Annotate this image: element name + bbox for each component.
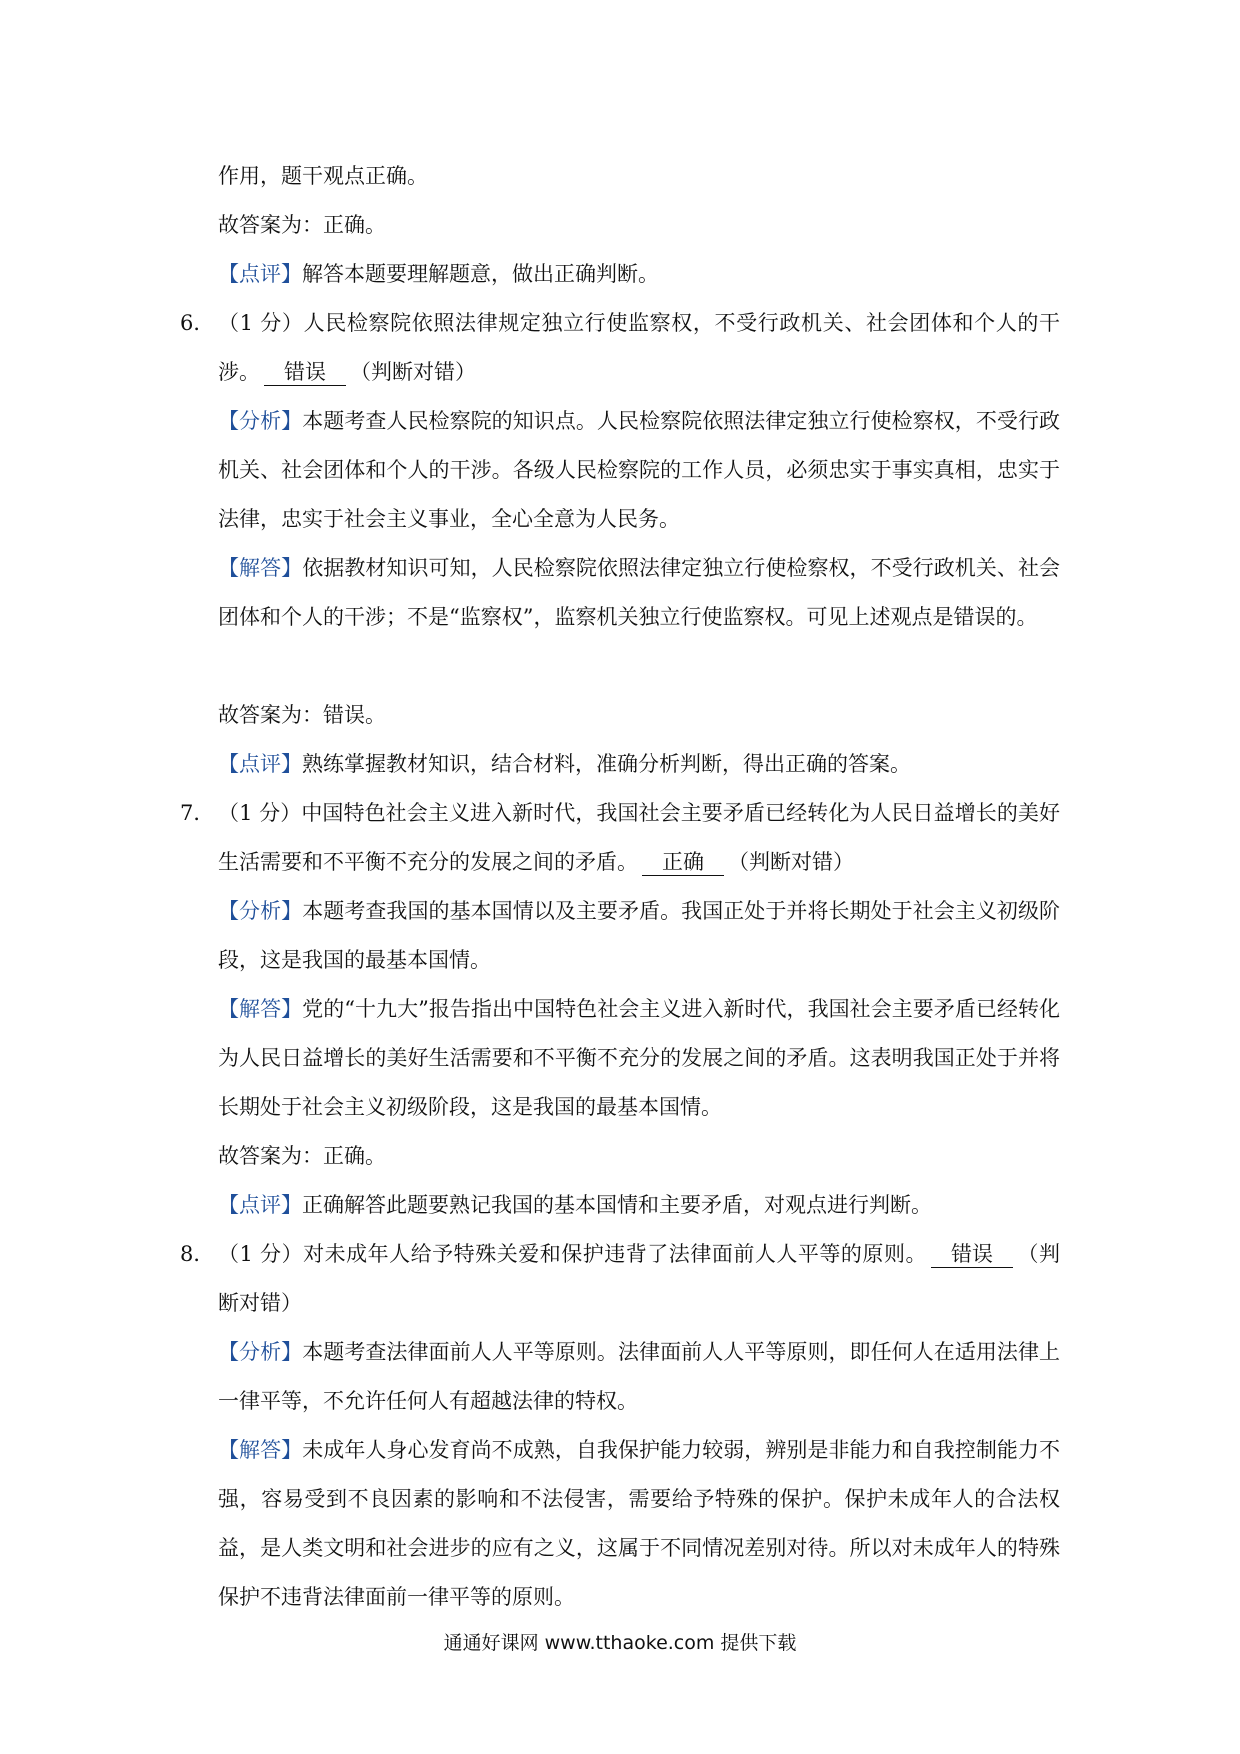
question-6 — [180, 299, 1060, 397]
question-stem — [218, 1230, 1060, 1328]
review-text: 解答本题要理解题意，做出正确判断。 — [302, 262, 659, 286]
solution-text: 依据教材知识可知，人民检察院依照法律定独立行使检察权，不受行政机关、社会团体和个人的干涉；不是“监察权”，监察机关独立行使监察权。可见上述观点是错误的。 — [218, 556, 1061, 629]
q7-analysis — [218, 887, 1060, 985]
previous-final-answer — [218, 201, 1060, 250]
question-number: 6． — [180, 311, 215, 335]
question-score: （1 分） — [218, 311, 304, 335]
question-suffix: （判断对错） — [218, 1242, 1060, 1315]
footer-text: 通通好课网 www.tthaoke.com 提供下载 — [443, 1632, 797, 1654]
question-suffix: （判断对错） — [350, 360, 476, 384]
analysis-tag: 【分析】 — [218, 409, 303, 433]
analysis-tag: 【分析】 — [218, 899, 303, 923]
question-stem — [218, 299, 1060, 397]
question-suffix: （判断对错） — [728, 850, 854, 874]
solution-tag: 【解答】 — [218, 556, 303, 580]
question-text: 人民检察院依照法律规定独立行使监察权，不受行政机关、社会团体和个人的干涉。 — [218, 311, 1060, 384]
previous-review — [218, 250, 1060, 299]
analysis-tag: 【分析】 — [218, 1340, 303, 1364]
answer-blank: 错误 — [931, 1241, 1013, 1268]
review-text: 正确解答此题要熟记我国的基本国情和主要矛盾，对观点进行判断。 — [302, 1193, 932, 1217]
review-tag: 【点评】 — [218, 262, 302, 286]
analysis-text: 本题考查人民检察院的知识点。人民检察院依照法律定独立行使检察权，不受行政机关、社会团体和个人的干涉。各级人民检察院的工作人员，必须忠实于事实真相，忠实于法律，忠实于社会主义事业，全心全意为人民务。 — [218, 409, 1061, 531]
analysis-text: 本题考查我国的基本国情以及主要矛盾。我国正处于并将长期处于社会主义初级阶段，这是我国的最基本国情。 — [218, 899, 1061, 972]
question-text: 中国特色社会主义进入新时代，我国社会主要矛盾已经转化为人民日益增长的美好生活需要和不平衡不充分的发展之间的矛盾。 — [218, 801, 1060, 874]
continuation-text: 作用，题干观点正确。 — [218, 164, 428, 188]
q6-final-answer — [218, 691, 1060, 740]
answer-blank: 错误 — [264, 359, 346, 386]
question-score: （1 分） — [218, 1242, 304, 1266]
question-7 — [180, 789, 1060, 887]
q8-analysis — [218, 1328, 1060, 1426]
question-number: 8． — [180, 1242, 215, 1266]
solution-tag: 【解答】 — [218, 997, 303, 1021]
question-text: 对未成年人给予特殊关爱和保护违背了法律面前人人平等的原则。 — [303, 1242, 927, 1266]
final-answer-text: 故答案为：错误。 — [218, 703, 386, 727]
review-text: 熟练掌握教材知识，结合材料，准确分析判断，得出正确的答案。 — [302, 752, 911, 776]
q7-solution — [218, 985, 1060, 1132]
q7-review — [218, 1181, 1060, 1230]
continuation-line — [218, 152, 1060, 201]
question-8 — [180, 1230, 1060, 1328]
q8-solution — [218, 1426, 1060, 1622]
question-stem — [218, 789, 1060, 887]
q6-analysis — [218, 397, 1060, 544]
review-tag: 【点评】 — [218, 1193, 302, 1217]
answer-blank: 正确 — [642, 849, 724, 876]
page-footer — [0, 1628, 1240, 1655]
solution-tag: 【解答】 — [218, 1438, 303, 1462]
analysis-text: 本题考查法律面前人人平等原则。法律面前人人平等原则，即任何人在适用法律上一律平等，不允许任何人有超越法律的特权。 — [218, 1340, 1061, 1413]
review-tag: 【点评】 — [218, 752, 302, 776]
solution-text: 未成年人身心发育尚不成熟，自我保护能力较弱，辨别是非能力和自我控制能力不强，容易受到不良因素的影响和不法侵害，需要给予特殊的保护。保护未成年人的合法权益，是人类文明和社会进步的应有之义，这属于不同情况差别对待。所以对未成年人的特殊保护不违背法律面前一律平等的原则。 — [218, 1438, 1061, 1609]
question-number: 7． — [180, 801, 215, 825]
question-score: （1 分） — [218, 801, 302, 825]
solution-text: 党的“十九大”报告指出中国特色社会主义进入新时代，我国社会主要矛盾已经转化为人民日益增长的美好生活需要和不平衡不充分的发展之间的矛盾。这表明我国正处于并将长期处于社会主义初级阶段，这是我国的最基本国情。 — [218, 997, 1061, 1119]
final-answer-text: 故答案为：正确。 — [218, 1144, 386, 1168]
q6-review — [218, 740, 1060, 789]
q6-solution — [218, 544, 1060, 642]
final-answer-text: 故答案为：正确。 — [218, 213, 386, 237]
q7-final-answer — [218, 1132, 1060, 1181]
